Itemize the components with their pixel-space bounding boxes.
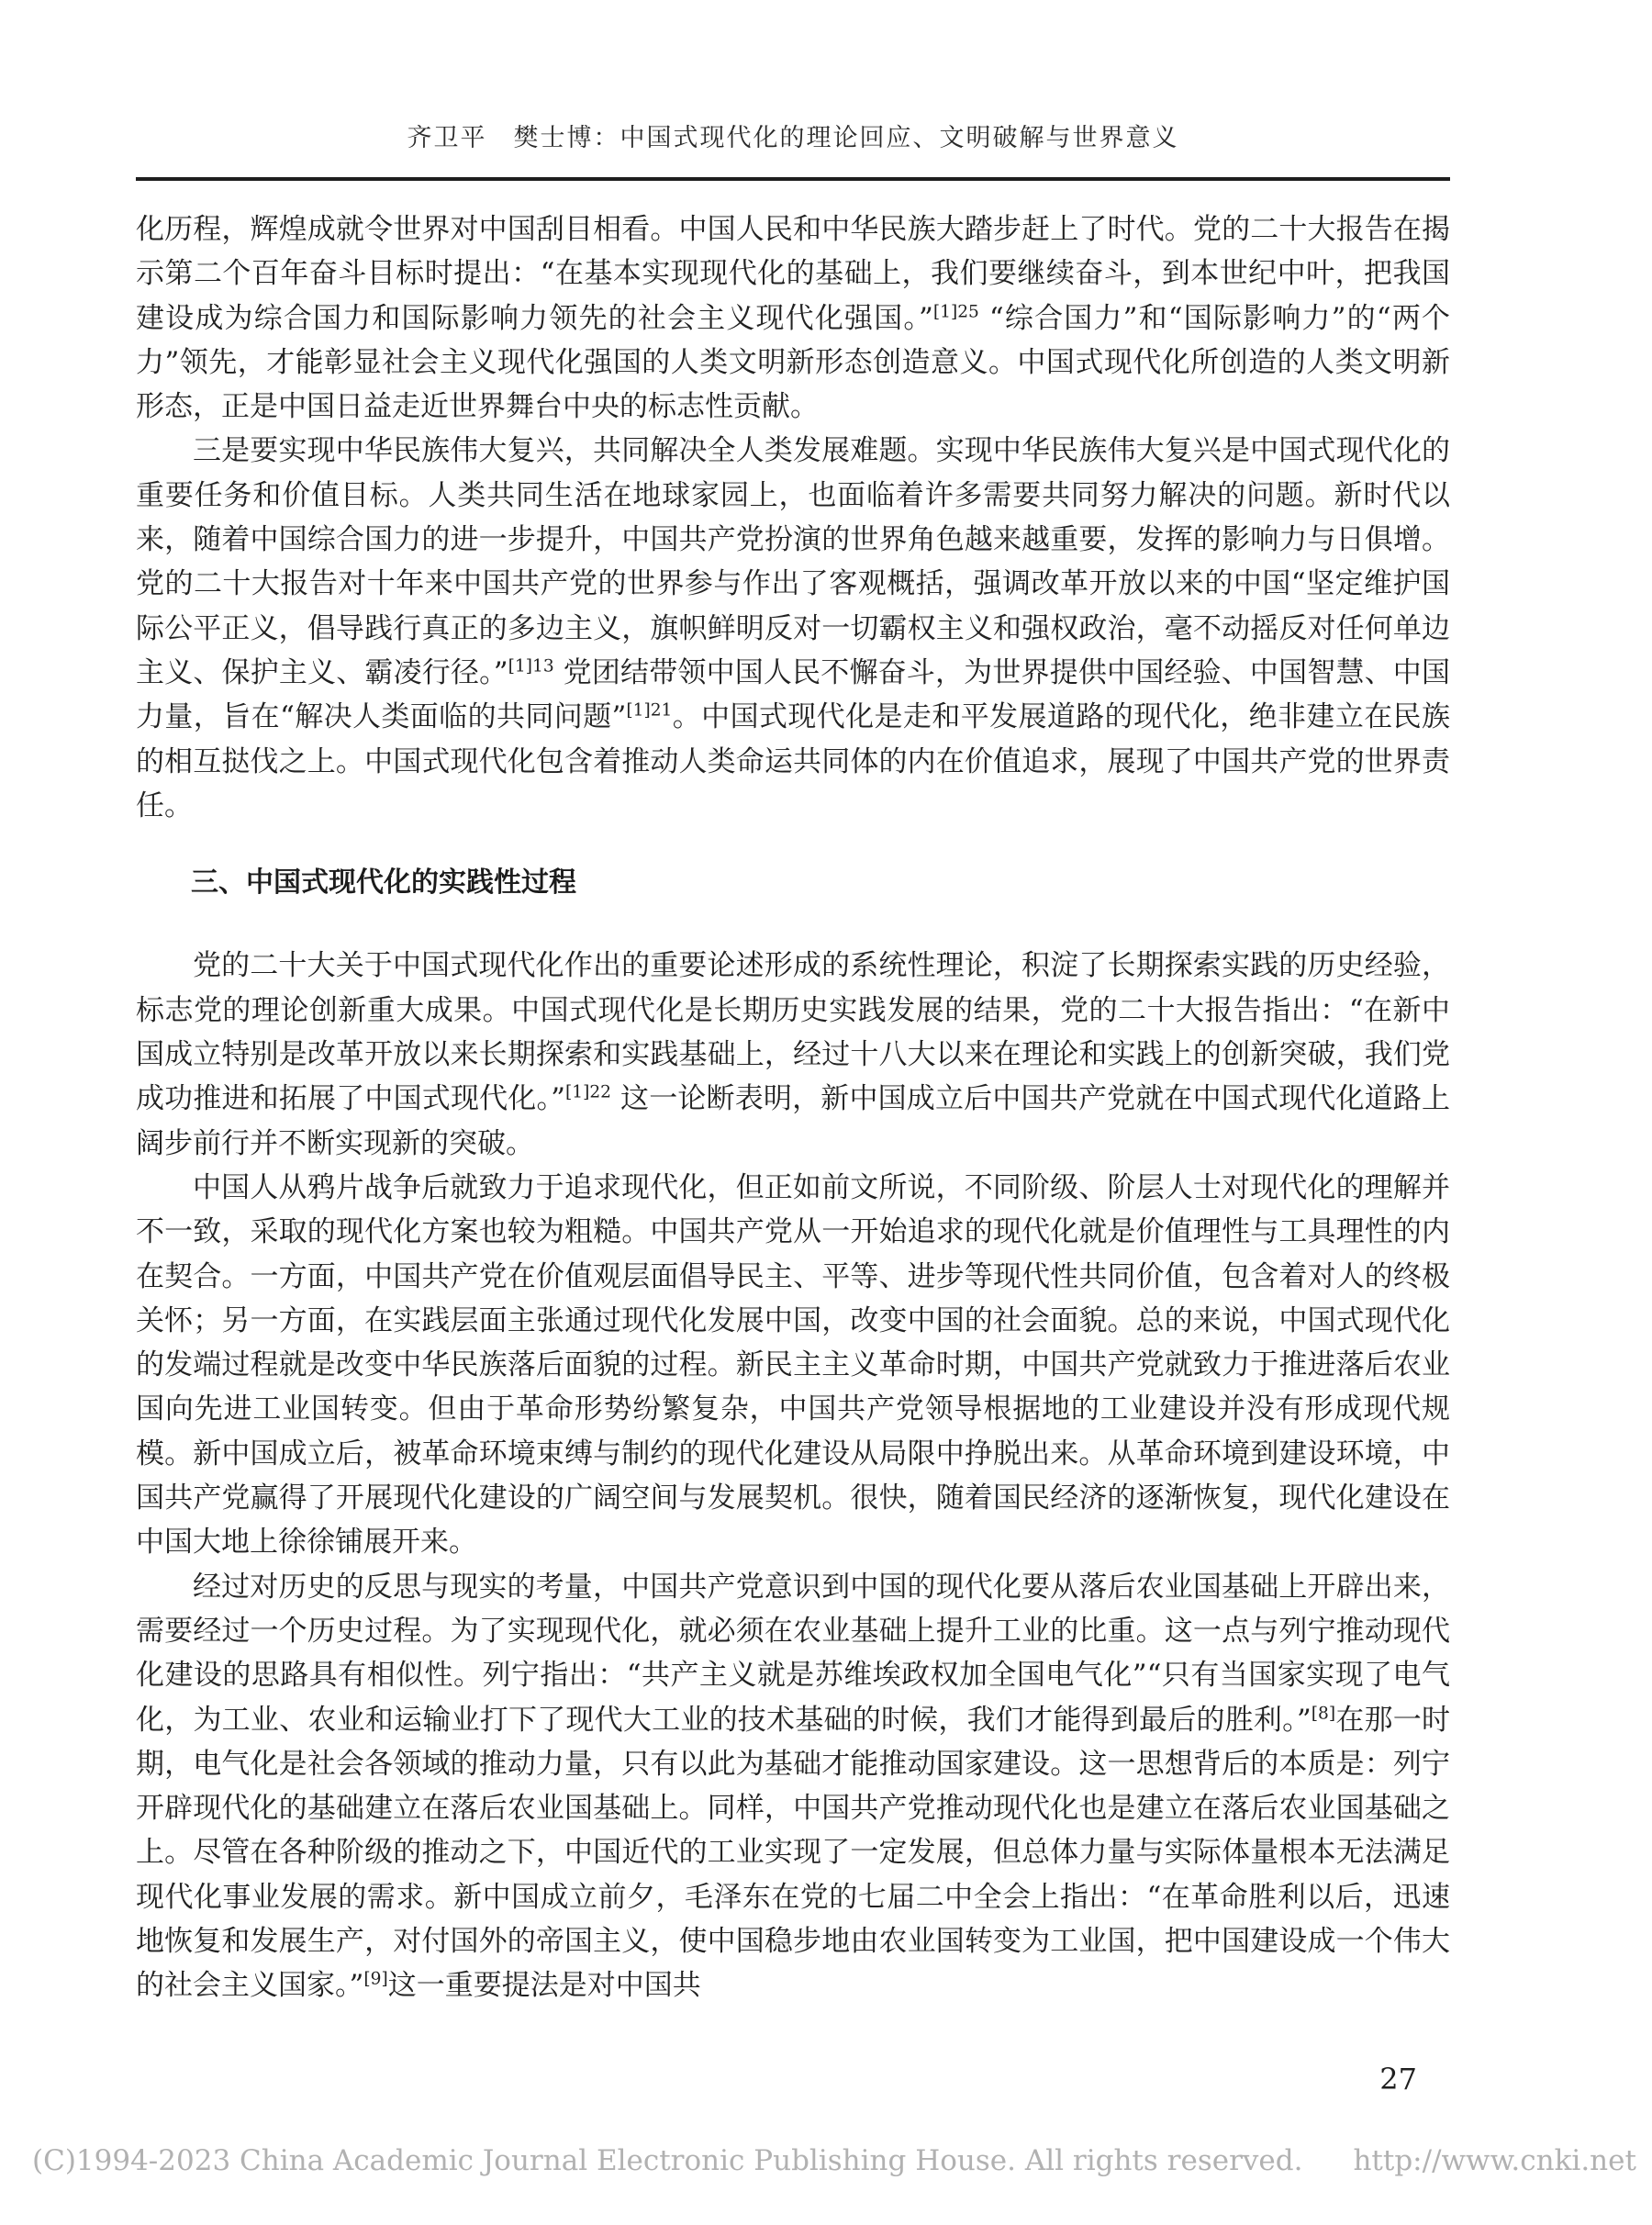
copyright-footer — [32, 2144, 1636, 2177]
paragraph-theory: 党的二十大关于中国式现代化作出的重要论述形成的系统性理论，积淀了长期探索实践的历史经验，标志党的理论创新重大成果。中国式现代化是长期历史实践发展的结果，党的二十大报告指出：“在新中国成立特别是改革开放以来长期探索和实践基础上，经过十八大以来在理论和实践上的创新突破，我们党成功推进和拓展了中国式现代化。”$^{[1]22}$ 这一论断表明，新中国成立后中国共产党就在中国式现代化道路上阔步前行并不断实现新的突破。 — [136, 949, 1450, 1160]
cnki-url: http://www.cnki.net — [1353, 2144, 1636, 2177]
article-body — [136, 207, 1450, 2056]
running-header-title: 齐卫平 樊士博：中国式现代化的理论回应、文明破解与世界意义 — [407, 124, 1179, 152]
paragraph-continuation: 化历程，辉煌成就令世界对中国刮目相看。中国人民和中华民族大踏步赶上了时代。党的二十大报告在揭示第二个百年奋斗目标时提出：“在基本实现现代化的基础上，我们要继续奋斗，到本世纪中叶，把我国建设成为综合国力和国际影响力领先的社会主义现代化强国。”$^{[1]25}$ “综合国力”和“国际影响力”的“两个力”领先，才能彰显社会主义现代化强国的人类文明新形态创造意义。中国式现代化所创造的人类文明新形态，正是中国日益走近世界舞台中央的标志性贡献。 — [136, 213, 1450, 424]
citation-marker: [1]25 — [932, 302, 979, 322]
paragraph-history: 中国人从鸦片战争后就致力于追求现代化，但正如前文所说，不同阶级、阶层人士对现代化的理解并不一致，采取的现代化方案也较为粗糙。中国共产党从一开始追求的现代化就是价值理性与工具理性的内在契合。一方面，中国共产党在价值观层面倡导民主、平等、进步等现代性共同价值，包含着对人的终极关怀；另一方面，在实践层面主张通过现代化发展中国，改变中国的社会面貌。总的来说，中国式现代化的发端过程就是改变中华民族落后面貌的过程。新民主主义革命时期，中国共产党就致力于推进落后农业国向先进工业国转变。但由于革命形势纷繁复杂，中国共产党领导根据地的工业建设并没有形成现代规模。新中国成立后，被革命环境束缚与制约的现代化建设从局限中挣脱出来。从革命环境到建设环境，中国共产党赢得了开展现代化建设的广阔空间与发展契机。很快，随着国民经济的逐渐恢复，现代化建设在中国大地上徐徐铺展开来。 — [136, 1170, 1450, 1560]
copyright-text: (C)1994-2023 China Academic Journal Electronic Publishing House. All rights reserved. — [32, 2144, 1303, 2177]
section-heading: 三、中国式现代化的实践性过程 — [191, 867, 576, 900]
citation-marker: [1]21 — [626, 700, 673, 721]
citation-marker: [1]22 — [565, 1083, 611, 1103]
header-rule — [136, 177, 1450, 181]
paragraph-lenin: 经过对历史的反思与现实的考量，中国共产党意识到中国的现代化要从落后农业国基础上开辟出来，需要经过一个历史过程。为了实现现代化，就必须在农业基础上提升工业的比重。这一点与列宁推动现代化建设的思路具有相似性。列宁指出：“共产主义就是苏维埃政权加全国电气化”“只有当国家实现了电气化，为工业、农业和运输业打下了现代大工业的技术基础的时候，我们才能得到最后的胜利。”[8]在那一时期，电气化是社会各领域的推动力量，只有以此为基础才能推动国家建设。这一思想背后的本质是：列宁开辟现代化的基础建立在落后农业国基础上。同样，中国共产党推动现代化也是建立在落后农业国基础之上。尽管在各种阶级的推动之下，中国近代的工业实现了一定发展，但总体力量与实际体量根本无法满足现代化事业发展的需求。新中国成立前夕，毛泽东在党的七届二中全会上指出：“在革命胜利以后，迅速地恢复和发展生产，对付国外的帝国主义，使中国稳步地由农业国转变为工业国，把中国建设成一个伟大的社会主义国家。”[9]这一重要提法是对中国共 — [136, 1570, 1450, 2003]
citation-marker: [8] — [1311, 1704, 1336, 1724]
citation-marker: [1]13 — [508, 656, 554, 676]
citation-marker: [9] — [363, 1969, 388, 1989]
page-number: 27 — [1379, 2062, 1417, 2096]
paragraph-third-point: 三是要实现中华民族伟大复兴，共同解决全人类发展难题。实现中华民族伟大复兴是中国式现代化的重要任务和价值目标。人类共同生活在地球家园上，也面临着许多需要共同努力解决的问题。新时代以来，随着中国综合国力的进一步提升，中国共产党扮演的世界角色越来越重要，发挥的影响力与日俱增。党的二十大报告对十年来中国共产党的世界参与作出了客观概括，强调改革开放以来的中国“坚定维护国际公平正义，倡导践行真正的多边主义，旗帜鲜明反对一切霸权主义和强权政治，毫不动摇反对任何单边主义、保护主义、霸凌行径。”$^{[1]13}$ 党团结带领中国人民不懈奋斗，为世界提供中国经验、中国智慧、中国力量，旨在“解决人类面临的共同问题”$^{[1]21}$。中国式现代化是走和平发展道路的现代化，绝非建立在民族的相互挞伐之上。中国式现代化包含着推动人类命运共同体的内在价值追求，展现了中国共产党的世界责任。 — [136, 434, 1450, 822]
